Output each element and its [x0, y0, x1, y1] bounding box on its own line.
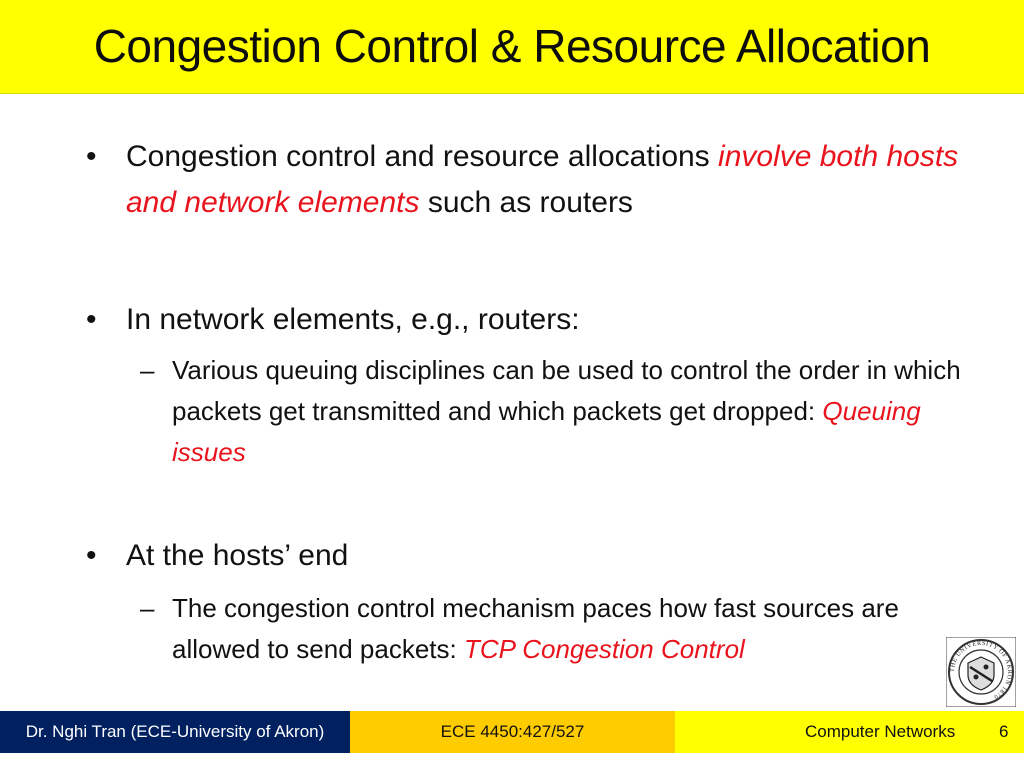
bullet-1-text-before: Congestion control and resource allocations — [126, 140, 719, 173]
sub-bullet-3-1-emphasis: TCP Congestion Control — [463, 634, 745, 664]
sub-bullet-3-1-text-before: The congestion control mechanism paces how fast sources are allowed to send packets: — [172, 593, 899, 664]
sub-bullet-2-1-text — [172, 350, 992, 473]
slide-title: Congestion Control & Resource Allocation — [93, 20, 931, 72]
bullet-1-text-after: such as routers — [419, 186, 633, 219]
sub-bullet-marker: – — [140, 355, 155, 385]
seal-text: THE UNIVERSITY OF AKRON 1870 — [948, 639, 1014, 701]
bullet-1-emphasis: involve both hosts and network elements — [126, 140, 959, 219]
university-seal-icon — [946, 637, 1016, 707]
sub-bullet-2-1-emphasis: Queuing issues — [172, 396, 921, 467]
slide-footer — [0, 711, 1024, 753]
footer-course-title: Computer Networks — [805, 722, 956, 741]
bullet-marker: • — [86, 303, 97, 336]
sub-bullet-3-1-text — [172, 588, 992, 670]
footer-right — [675, 711, 1024, 753]
sub-bullet-marker: – — [140, 593, 155, 623]
bullet-marker: • — [86, 140, 97, 173]
sub-bullet-2-1-text-before: Various queuing disciplines can be used to control the order in which packets get transmitted and which packets get dropped: — [172, 355, 961, 426]
bullet-1-text — [126, 134, 986, 226]
bullet-3-text: At the hosts’ end — [126, 539, 349, 572]
footer-course-code: ECE 4450:427/527 — [350, 711, 675, 753]
bullet-marker: • — [86, 539, 97, 572]
bullet-2-text: In network elements, e.g., routers: — [126, 303, 580, 336]
footer-page-number: 6 — [999, 722, 1009, 741]
footer-author: Dr. Nghi Tran (ECE-University of Akron) — [0, 711, 350, 753]
